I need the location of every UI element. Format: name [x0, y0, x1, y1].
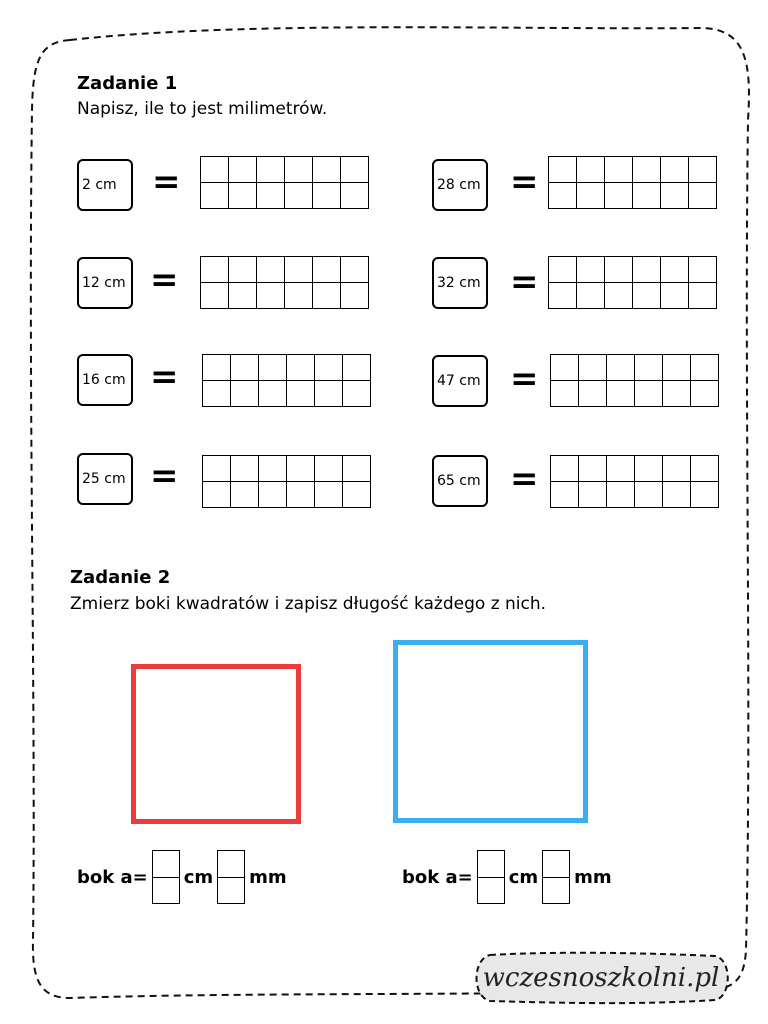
- task2-instruction: Zmierz boki kwadratów i zapisz długość każdego z nich.: [70, 594, 547, 614]
- unit-mm: mm: [574, 866, 612, 888]
- answer-row-red: [77, 850, 291, 904]
- answer-grid[interactable]: [202, 455, 371, 508]
- task2-heading: Zadanie 2: [70, 567, 171, 588]
- equals-sign: =: [150, 357, 179, 397]
- unit-cm: cm: [508, 866, 539, 888]
- measure-box: 32 cm: [432, 257, 488, 309]
- cm-answer-box[interactable]: [152, 850, 180, 904]
- mm-answer-box[interactable]: [542, 850, 570, 904]
- answer-grid[interactable]: [550, 354, 719, 407]
- side-label: bok a=: [77, 866, 148, 888]
- answer-grid[interactable]: [200, 156, 369, 209]
- red-square: [131, 664, 301, 824]
- equals-sign: =: [150, 260, 179, 300]
- side-label: bok a=: [402, 866, 473, 888]
- cm-answer-box[interactable]: [477, 850, 505, 904]
- answer-row-blue: [402, 850, 616, 904]
- measure-box: 65 cm: [432, 455, 488, 507]
- answer-grid[interactable]: [548, 156, 717, 209]
- logo-text: wczesnoszkolni.pl: [482, 963, 720, 993]
- task1-instruction: Napisz, ile to jest milimetrów.: [77, 99, 328, 119]
- unit-cm: cm: [183, 866, 214, 888]
- equals-sign: =: [510, 459, 539, 499]
- measure-box: 12 cm: [77, 257, 133, 309]
- answer-grid[interactable]: [550, 455, 719, 508]
- measure-box: 16 cm: [77, 354, 133, 406]
- mm-answer-box[interactable]: [217, 850, 245, 904]
- measure-box: 25 cm: [77, 453, 133, 505]
- answer-grid[interactable]: [548, 256, 717, 309]
- equals-sign: =: [152, 162, 181, 202]
- equals-sign: =: [510, 359, 539, 399]
- blue-square: [393, 640, 588, 823]
- answer-grid[interactable]: [200, 256, 369, 309]
- equals-sign: =: [510, 162, 539, 202]
- equals-sign: =: [510, 262, 539, 302]
- equals-sign: =: [150, 456, 179, 496]
- unit-mm: mm: [249, 866, 287, 888]
- task1-heading: Zadanie 1: [77, 73, 178, 94]
- measure-box: 28 cm: [432, 159, 488, 211]
- answer-grid[interactable]: [202, 354, 371, 407]
- measure-box: 2 cm: [77, 159, 133, 211]
- measure-box: 47 cm: [432, 355, 488, 407]
